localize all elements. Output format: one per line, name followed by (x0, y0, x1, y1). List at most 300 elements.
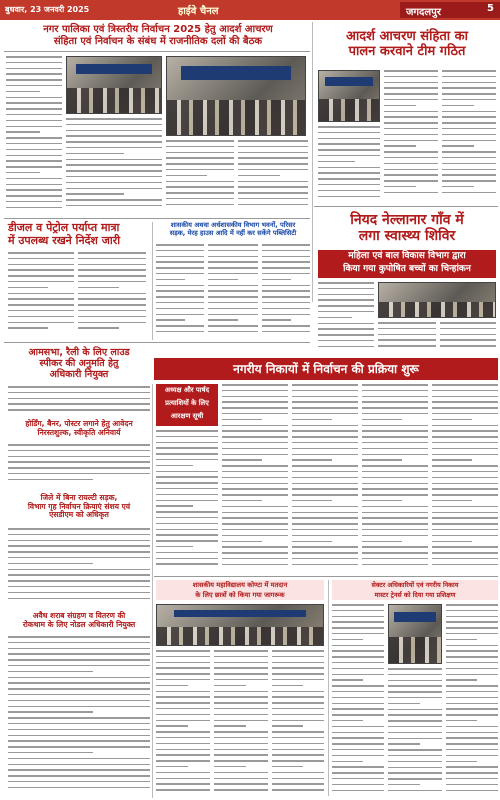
text-line (8, 528, 150, 530)
text-line (222, 465, 288, 467)
story-5-photo (378, 282, 496, 318)
text-line (214, 743, 268, 745)
text-line (318, 196, 380, 198)
text-line (214, 783, 268, 785)
text-line (238, 204, 308, 206)
text-line (442, 122, 496, 124)
text-line (8, 653, 150, 655)
story-1-column-3 (166, 140, 234, 214)
text-line (332, 633, 384, 635)
text-line (156, 523, 218, 525)
text-line (6, 189, 62, 191)
text-line (432, 436, 498, 438)
text-line (388, 703, 420, 705)
text-line (66, 147, 162, 149)
text-line (292, 546, 358, 548)
text-line (432, 471, 498, 473)
story-10-column-2 (292, 384, 358, 572)
text-line (8, 694, 150, 696)
text-line (442, 111, 496, 113)
text-line (262, 273, 310, 275)
text-line (222, 552, 288, 554)
text-line (214, 667, 268, 669)
text-line (332, 604, 384, 606)
text-line (388, 709, 442, 711)
text-line (292, 419, 332, 421)
text-line (156, 702, 210, 704)
text-line (8, 598, 150, 600)
text-line (384, 111, 438, 113)
text-line (222, 442, 288, 444)
text-line (432, 465, 498, 467)
text-line (8, 636, 150, 638)
text-line (8, 746, 150, 748)
text-line (384, 163, 438, 165)
text-line (166, 204, 234, 206)
text-line (156, 453, 218, 455)
text-line (332, 726, 384, 728)
text-line (78, 304, 146, 306)
story-13-column-1 (332, 604, 384, 796)
text-line (222, 448, 288, 450)
text-line (378, 328, 436, 330)
text-line (6, 131, 40, 133)
text-line (8, 398, 150, 400)
text-line (384, 87, 438, 89)
text-line (440, 334, 496, 336)
text-line (66, 182, 162, 184)
text-line (156, 517, 218, 519)
story-3-column-2 (78, 252, 146, 338)
text-line (166, 198, 234, 200)
text-line (388, 720, 442, 722)
text-line (8, 545, 150, 547)
story-5-headline (318, 212, 496, 244)
text-line (238, 181, 308, 183)
text-line (156, 783, 210, 785)
text-line (222, 529, 288, 531)
story-11-kicker-line-2: प्रत्याशियों के लिए (165, 399, 209, 407)
text-line (6, 160, 62, 162)
text-line (222, 483, 288, 485)
text-line (156, 447, 218, 449)
text-line (156, 471, 218, 473)
text-line (8, 659, 150, 661)
text-line (432, 546, 498, 548)
text-line (262, 279, 291, 281)
text-line (446, 697, 498, 699)
text-line (214, 789, 268, 791)
text-line (156, 714, 210, 716)
text-line (388, 784, 420, 786)
text-line (272, 720, 324, 722)
text-line (332, 772, 384, 774)
text-line (362, 442, 428, 444)
text-line (292, 558, 358, 560)
text-line (362, 465, 428, 467)
text-line (156, 685, 188, 687)
text-line (208, 279, 238, 281)
text-line (292, 541, 332, 543)
text-line (446, 714, 498, 716)
divider (152, 384, 153, 798)
text-line (432, 419, 472, 421)
text-line (362, 558, 428, 560)
story-9-headline-line-1: अवैध शराब संग्रहण व वितरण की (32, 611, 126, 620)
text-line (156, 563, 218, 565)
text-line (262, 250, 310, 252)
text-line (156, 244, 204, 246)
text-line (8, 665, 150, 667)
text-line (446, 749, 498, 751)
text-line (8, 551, 150, 553)
text-line (222, 384, 288, 386)
story-10-column-1 (222, 384, 288, 572)
text-line (272, 778, 324, 780)
story-1-column-4 (238, 140, 308, 214)
text-line (446, 679, 477, 681)
story-11-body (156, 430, 218, 572)
text-line (262, 308, 310, 310)
text-line (156, 285, 204, 287)
story-6-body (8, 386, 150, 416)
text-line (222, 546, 288, 548)
text-line (238, 152, 308, 154)
text-line (262, 331, 310, 333)
text-line (332, 679, 363, 681)
text-line (440, 328, 496, 330)
text-line (8, 580, 150, 582)
text-line (332, 708, 384, 710)
text-line (208, 308, 258, 310)
text-line (318, 323, 374, 325)
story-13-column-3 (446, 604, 498, 796)
divider (328, 580, 329, 796)
text-line (8, 758, 150, 760)
text-line (318, 155, 380, 157)
story-9-headline-line-2: रोकथाम के लिए नोडल अधिकारी नियुक्त (22, 619, 136, 629)
text-line (8, 723, 150, 725)
text-line (432, 407, 498, 409)
text-line (214, 650, 268, 652)
text-line (432, 459, 472, 461)
text-line (388, 772, 442, 774)
text-line (238, 146, 308, 148)
text-line (384, 82, 438, 84)
text-line (292, 552, 358, 554)
text-line (440, 345, 496, 347)
text-line (8, 706, 150, 708)
text-line (156, 296, 204, 298)
story-12-photo (156, 604, 324, 646)
text-line (446, 790, 498, 792)
text-line (214, 708, 268, 710)
text-line (214, 691, 268, 693)
text-line (8, 304, 74, 306)
text-line (208, 314, 258, 316)
text-line (332, 650, 384, 652)
text-line (6, 68, 62, 70)
text-line (384, 70, 438, 72)
text-line (66, 159, 162, 161)
text-line (272, 714, 324, 716)
text-line (66, 193, 124, 195)
text-line (6, 73, 62, 75)
text-line (446, 743, 498, 745)
text-line (6, 114, 62, 116)
text-line (378, 322, 436, 324)
text-line (292, 425, 358, 427)
text-line (222, 413, 288, 415)
text-line (446, 662, 498, 664)
text-line (262, 285, 310, 287)
text-line (442, 192, 496, 194)
text-line (318, 346, 374, 348)
story-4-column-2 (208, 244, 258, 338)
text-line (442, 93, 496, 95)
text-line (388, 726, 442, 728)
text-line (432, 488, 498, 490)
text-line (362, 477, 428, 479)
text-line (446, 691, 498, 693)
story-10-headline (154, 358, 498, 380)
text-line (166, 140, 234, 142)
text-line (8, 735, 150, 737)
text-line (8, 688, 150, 690)
text-line (292, 465, 358, 467)
text-line (214, 737, 268, 739)
text-line (222, 454, 288, 456)
text-line (8, 534, 150, 536)
issue-date: बुधवार, 23 जनवरी 2025 (5, 5, 90, 14)
text-line (442, 87, 496, 89)
text-line (8, 671, 93, 673)
text-line (446, 668, 498, 670)
text-line (66, 153, 124, 155)
text-line (384, 140, 438, 142)
text-line (8, 569, 150, 571)
text-line (446, 708, 498, 710)
story-8-headline-line-3: एसडीएम को अधिकृत (49, 510, 109, 520)
story-1-headline (8, 24, 308, 47)
text-line (156, 331, 204, 333)
story-8-body (8, 528, 150, 606)
text-line (8, 479, 93, 481)
text-line (442, 145, 474, 147)
text-line (238, 186, 308, 188)
text-line (442, 82, 496, 84)
text-line (272, 772, 324, 774)
story-6-headline-line-3: अधिकारी नियुक्त (49, 368, 109, 380)
text-line (442, 140, 496, 142)
text-line (156, 772, 210, 774)
text-line (78, 322, 146, 324)
text-line (208, 290, 258, 292)
text-line (238, 140, 308, 142)
text-line (156, 558, 218, 560)
text-line (6, 79, 62, 81)
text-line (446, 685, 498, 687)
text-line (446, 784, 498, 786)
text-line (156, 256, 204, 258)
text-line (442, 163, 496, 165)
text-line (272, 662, 324, 664)
text-line (262, 267, 310, 269)
story-6-headline-line-2: स्पीकर की अनुमति हेतु (39, 357, 119, 369)
story-10-column-4 (432, 384, 498, 572)
text-line (292, 494, 358, 496)
text-line (388, 743, 420, 745)
text-line (318, 299, 374, 301)
text-line (156, 505, 193, 507)
story-7-headline-line-1: होर्डिंग, बैनर, पोस्टर लगाने हेतु आवेदन (25, 419, 133, 428)
text-line (272, 789, 324, 791)
story-4-headline (156, 222, 310, 237)
story-12-column-1 (156, 650, 210, 796)
text-line (272, 760, 324, 762)
text-line (8, 403, 150, 405)
text-line (238, 163, 308, 165)
text-line (156, 325, 204, 327)
text-line (8, 677, 150, 679)
text-line (362, 430, 428, 432)
story-5-column-3 (440, 322, 496, 356)
text-line (442, 105, 474, 107)
text-line (292, 459, 332, 461)
story-5-sub-line-2: किया गया कुपोषित बच्चों का चिन्हांकन (343, 264, 471, 274)
text-line (318, 305, 374, 307)
text-line (446, 755, 498, 757)
text-line (8, 386, 150, 388)
text-line (292, 396, 358, 398)
text-line (6, 172, 40, 174)
text-line (8, 682, 150, 684)
text-line (388, 691, 442, 693)
text-line (332, 737, 384, 739)
text-line (6, 207, 62, 209)
text-line (332, 732, 384, 734)
text-line (292, 384, 358, 386)
text-line (8, 327, 48, 329)
story-8-headline-line-1: जिले में बिना रायल्टी सड़क, (40, 493, 118, 502)
text-line (332, 714, 384, 716)
story-1-headline-line-2: संहिता एवं निर्वाचन के संबंध में राजनीतिक दलों की बैठक (53, 35, 263, 47)
story-2-column-3 (442, 70, 496, 202)
text-line (214, 731, 268, 733)
text-line (272, 685, 303, 687)
text-line (66, 130, 162, 132)
story-5-column-1 (318, 282, 374, 356)
text-line (272, 679, 324, 681)
text-line (446, 732, 498, 734)
text-line (332, 691, 384, 693)
text-line (362, 529, 428, 531)
text-line (66, 205, 162, 207)
text-line (8, 648, 150, 650)
story-1-column-2 (66, 118, 162, 214)
text-line (362, 488, 428, 490)
text-line (318, 311, 374, 313)
text-line (8, 316, 74, 318)
text-line (238, 198, 308, 200)
text-line (156, 540, 218, 542)
text-line (446, 778, 498, 780)
text-line (362, 448, 428, 450)
text-line (8, 764, 150, 766)
text-line (442, 157, 496, 159)
text-line (78, 310, 146, 312)
text-line (388, 761, 442, 763)
text-line (272, 737, 324, 739)
text-line (78, 298, 146, 300)
text-line (388, 767, 442, 769)
text-line (446, 650, 498, 652)
text-line (332, 685, 384, 687)
text-line (156, 511, 218, 513)
text-line (384, 151, 438, 153)
text-line (214, 662, 268, 664)
text-line (378, 339, 436, 341)
story-9-headline (8, 612, 150, 629)
text-line (432, 448, 498, 450)
text-line (156, 436, 218, 438)
text-line (214, 714, 268, 716)
text-line (362, 384, 428, 386)
text-line (362, 541, 402, 543)
text-line (208, 296, 258, 298)
text-line (362, 401, 428, 403)
text-line (156, 273, 204, 275)
text-line (318, 178, 380, 180)
text-line (156, 766, 188, 768)
text-line (292, 535, 358, 537)
text-line (388, 680, 442, 682)
text-line (222, 512, 288, 514)
text-line (332, 621, 384, 623)
text-line (166, 152, 234, 154)
text-line (156, 500, 218, 502)
story-3-column-1 (8, 252, 74, 338)
text-line (362, 494, 428, 496)
text-line (156, 725, 188, 727)
text-line (8, 409, 150, 411)
text-line (272, 696, 324, 698)
text-line (156, 708, 210, 710)
divider (312, 22, 313, 302)
page-number: 5 (487, 3, 494, 14)
text-line (156, 667, 210, 669)
text-line (6, 149, 62, 151)
text-line (238, 169, 308, 171)
text-line (66, 135, 162, 137)
text-line (332, 743, 384, 745)
text-line (66, 124, 162, 126)
text-line (432, 413, 498, 415)
story-4-column-3 (262, 244, 310, 338)
text-line (332, 703, 384, 705)
text-line (262, 325, 310, 327)
text-line (292, 413, 358, 415)
text-line (262, 302, 310, 304)
story-3-headline-line-2: में उपलब्ध रखने निर्देश जारी (8, 233, 121, 247)
text-line (378, 334, 436, 336)
text-line (384, 180, 438, 182)
text-line (446, 656, 498, 658)
text-line (214, 778, 268, 780)
text-line (156, 534, 218, 536)
text-line (362, 535, 428, 537)
text-line (388, 749, 442, 751)
